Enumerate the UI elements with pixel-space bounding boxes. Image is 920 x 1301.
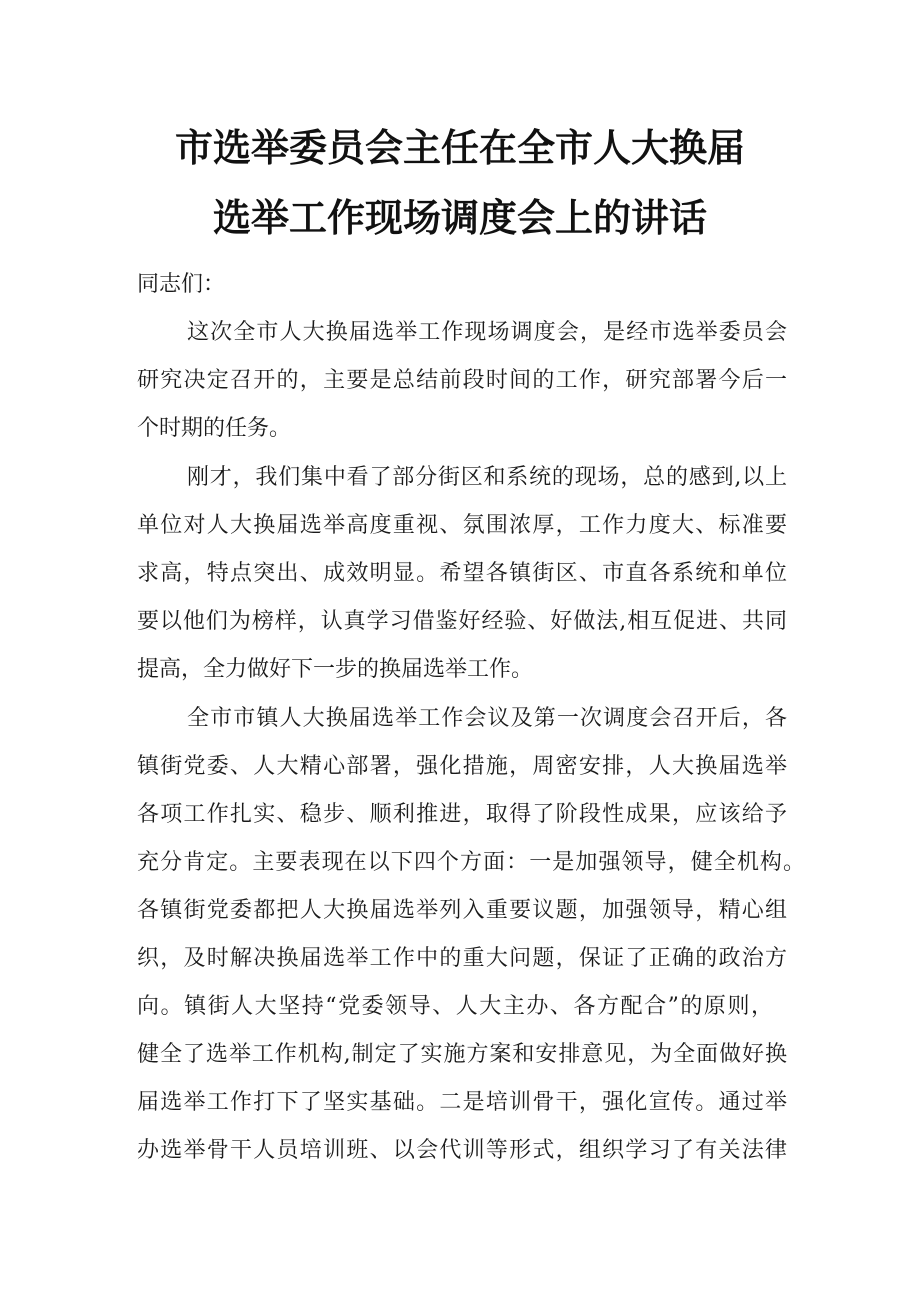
paragraph-3-line-7: 向。镇街人大坚持“党委领导、人大主办、各方配合”的原则， <box>137 994 773 1019</box>
paragraph-2-line-1: 刚才，我们集中看了部分街区和系统的现场，总的感到,以上 <box>187 465 787 490</box>
paragraph-3-line-2: 镇街党委、人大精心部署，强化措施，周密安排，人大换届选举 <box>137 754 787 779</box>
document-title-line-2: 选举工作现场调度会上的讲话 <box>212 196 707 240</box>
paragraph-1-line-3: 个时期的任务。 <box>137 416 292 441</box>
paragraph-3-line-8: 健全了选举工作机构,制定了实施方案和安排意见，为全面做好换 <box>137 1042 787 1067</box>
paragraph-2-line-5: 提高，全力做好下一步的换届选举工作。 <box>137 657 534 682</box>
paragraph-3-line-9: 届选举工作打下了坚实基础。二是培训骨干，强化宣传。通过举 <box>137 1090 787 1115</box>
paragraph-2-line-3: 求高，特点突出、成效明显。希望各镇街区、市直各系统和单位 <box>137 561 787 586</box>
paragraph-3-line-5: 各镇街党委都把人大换届选举列入重要议题，加强领导，精心组 <box>137 898 787 923</box>
paragraph-2-line-4: 要以他们为榜样，认真学习借鉴好经验、好做法,相互促进、共同 <box>137 609 787 634</box>
paragraph-3-line-6: 织，及时解决换届选举工作中的重大问题，保证了正确的政治方 <box>137 946 787 971</box>
paragraph-1-line-1: 这次全市人大换届选举工作现场调度会，是经市选举委员会 <box>187 320 787 345</box>
paragraph-3-line-3: 各项工作扎实、稳步、顺利推进，取得了阶段性成果，应该给予 <box>137 802 787 827</box>
salutation: 同志们： <box>137 272 226 297</box>
paragraph-1-line-2: 研究决定召开的，主要是总结前段时间的工作，研究部署今后一 <box>137 368 787 393</box>
paragraph-3-line-4: 充分肯定。主要表现在以下四个方面：一是加强领导，健全机构。 <box>137 850 805 875</box>
document-title-line-1: 市选举委员会主任在全市人大换届 <box>174 126 745 170</box>
paragraph-3-line-10: 办选举骨干人员培训班、以会代训等形式，组织学习了有关法律 <box>137 1138 787 1163</box>
paragraph-3-line-1: 全市市镇人大换届选举工作会议及第一次调度会召开后，各 <box>187 706 787 731</box>
paragraph-2-line-2: 单位对人大换届选举高度重视、氛围浓厚，工作力度大、标准要 <box>137 513 787 538</box>
